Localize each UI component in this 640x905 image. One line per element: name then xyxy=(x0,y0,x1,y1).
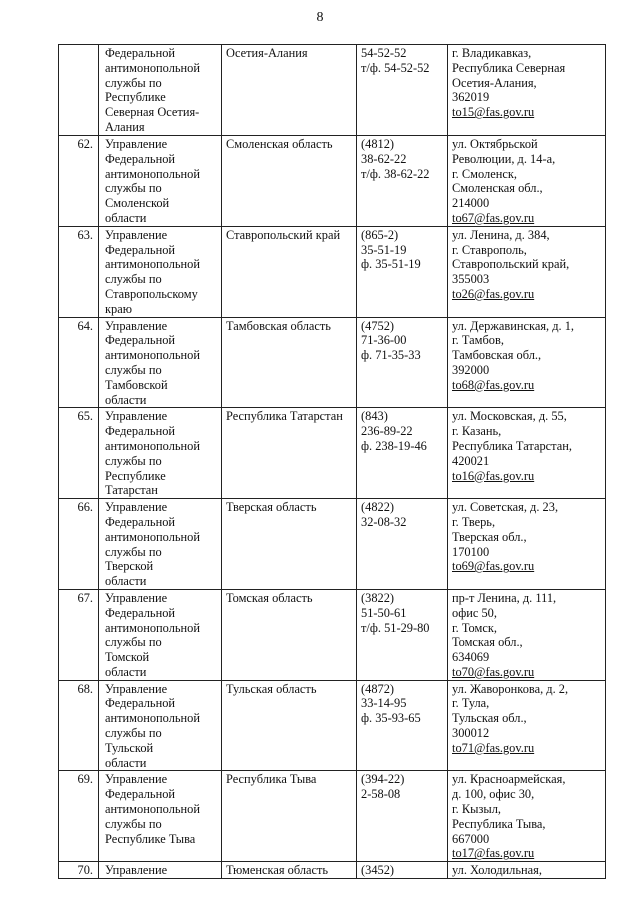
row-number: 65. xyxy=(59,408,99,499)
row-number: 68. xyxy=(59,680,99,771)
region: Тульская область xyxy=(222,680,357,771)
region: Республика Тыва xyxy=(222,771,357,862)
table-row xyxy=(59,771,606,862)
address-cell xyxy=(448,226,606,317)
address-cell xyxy=(448,589,606,680)
phone: (4752) 71-36-00 ф. 71-35-33 xyxy=(357,317,448,408)
phone: 54-52-52 т/ф. 54-52-52 xyxy=(357,45,448,136)
row-number xyxy=(59,45,99,136)
office-name: Управление xyxy=(99,862,222,879)
email-link[interactable]: to17@fas.gov.ru xyxy=(452,846,535,861)
email-link[interactable]: to70@fas.gov.ru xyxy=(452,664,535,679)
fas-offices-table xyxy=(58,44,606,879)
region: Осетия-Алания xyxy=(222,45,357,136)
table-row xyxy=(59,680,606,771)
office-name: Управление Федеральной антимонопольной службы по Республике Татарстан xyxy=(99,408,222,499)
table-row xyxy=(59,862,606,879)
email-link[interactable]: to26@fas.gov.ru xyxy=(452,286,535,301)
region: Томская область xyxy=(222,589,357,680)
address: ул. Советская, д. 23, г. Тверь, Тверская обл., 170100 xyxy=(452,500,559,559)
phone: (843) 236-89-22 ф. 238-19-46 xyxy=(357,408,448,499)
office-name: Управление Федеральной антимонопольной службы по Республике Тыва xyxy=(99,771,222,862)
table-row xyxy=(59,45,606,136)
region: Смоленская область xyxy=(222,136,357,227)
address-cell xyxy=(448,45,606,136)
office-name: Управление Федеральной антимонопольной службы по Тамбовской области xyxy=(99,317,222,408)
table-row xyxy=(59,317,606,408)
phone: (394-22) 2-58-08 xyxy=(357,771,448,862)
address-cell xyxy=(448,408,606,499)
email-link[interactable]: to71@fas.gov.ru xyxy=(452,740,535,755)
address-cell xyxy=(448,136,606,227)
address: ул. Ленина, д. 384, г. Ставрополь, Ставропольский край, 355003 xyxy=(452,227,570,287)
table-row xyxy=(59,589,606,680)
row-number: 70. xyxy=(59,862,99,879)
phone: (4872) 33-14-95 ф. 35-93-65 xyxy=(357,680,448,771)
table-row xyxy=(59,408,606,499)
address-cell xyxy=(448,317,606,408)
address: ул. Октябрьской Революции, д. 14-а, г. Смоленск, Смоленская обл., 214000 xyxy=(452,137,556,211)
address: пр-т Ленина, д. 111, офис 50, г. Томск, Томская обл., 634069 xyxy=(452,590,557,665)
row-number: 66. xyxy=(59,499,99,590)
phone: (3822) 51-50-61 т/ф. 51-29-80 xyxy=(357,589,448,680)
row-number: 67. xyxy=(59,589,99,680)
region: Республика Татарстан xyxy=(222,408,357,499)
address-cell xyxy=(448,499,606,590)
office-name: Федеральной антимонопольной службы по Республике Северная Осетия- Алания xyxy=(99,45,222,136)
region: Тюменская область xyxy=(222,862,357,879)
address: г. Владикавказ, Республика Северная Осетия-Алания, 362019 xyxy=(452,46,566,105)
address: ул. Жаворонкова, д. 2, г. Тула, Тульская обл., 300012 xyxy=(452,681,569,741)
phone: (4812) 38-62-22 т/ф. 38-62-22 xyxy=(357,136,448,227)
address-cell xyxy=(448,771,606,862)
email-link[interactable]: to69@fas.gov.ru xyxy=(452,559,535,574)
address-cell xyxy=(448,862,606,879)
address-cell xyxy=(448,680,606,771)
phone: (865-2) 35-51-19 ф. 35-51-19 xyxy=(357,226,448,317)
office-name: Управление Федеральной антимонопольной службы по Томской области xyxy=(99,589,222,680)
office-name: Управление Федеральной антимонопольной службы по Смоленской области xyxy=(99,136,222,227)
phone: (3452) xyxy=(357,862,448,879)
page-number: 8 xyxy=(316,10,324,25)
phone: (4822) 32-08-32 xyxy=(357,499,448,590)
table-row xyxy=(59,226,606,317)
address: ул. Московская, д. 55, г. Казань, Республика Татарстан, 420021 xyxy=(452,409,572,468)
table-row xyxy=(59,499,606,590)
table-row xyxy=(59,136,606,227)
row-number: 62. xyxy=(59,136,99,227)
address: ул. Державинская, д. 1, г. Тамбов, Тамбовская обл., 392000 xyxy=(452,318,575,377)
office-name: Управление Федеральной антимонопольной службы по Ставропольскому краю xyxy=(99,226,222,317)
region: Тверская область xyxy=(222,499,357,590)
region: Тамбовская область xyxy=(222,317,357,408)
email-link[interactable]: to16@fas.gov.ru xyxy=(452,468,535,483)
email-link[interactable]: to67@fas.gov.ru xyxy=(452,210,535,225)
email-link[interactable]: to68@fas.gov.ru xyxy=(452,377,535,392)
row-number: 64. xyxy=(59,317,99,408)
row-number: 63. xyxy=(59,226,99,317)
office-name: Управление Федеральной антимонопольной службы по Тульской области xyxy=(99,680,222,771)
address: ул. Холодильная, xyxy=(452,863,542,878)
office-name: Управление Федеральной антимонопольной службы по Тверской области xyxy=(99,499,222,590)
region: Ставропольский край xyxy=(222,226,357,317)
row-number: 69. xyxy=(59,771,99,862)
email-link[interactable]: to15@fas.gov.ru xyxy=(452,105,535,120)
address: ул. Красноармейская, д. 100, офис 30, г. Кызыл, Республика Тыва, 667000 xyxy=(452,772,566,846)
